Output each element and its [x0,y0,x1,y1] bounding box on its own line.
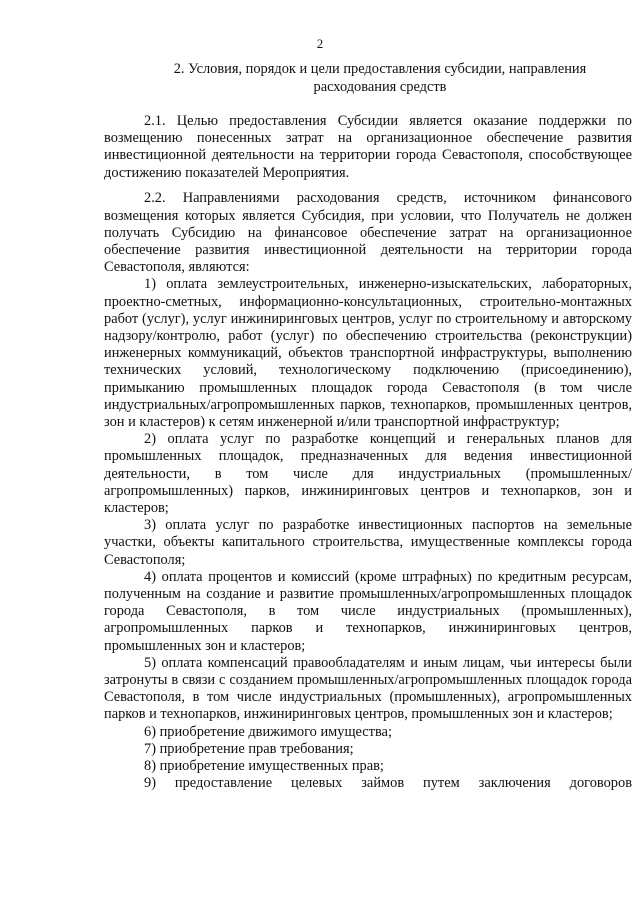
list-item-8: 8) приобретение имущественных прав; [144,758,384,775]
paragraph-2-2: 2.2. Направлениями расходования средств, источником финансового возмещения которых является Субсидия, при условии, что Получатель не должен получать Субсидию на финансовое обеспечение затрат на организационное обеспечение развития инвестиционной деятельности на территории города Севастополя, являются: [104,190,632,276]
list-item-1: 1) оплата землеустроительных, инженерно-изыскательских, лабораторных, проектно-сметных, информационно-консультационных, строительно-монтажных работ (услуг), услуг инжиниринговых центров, услуг по строительному и авторскому надзору/контролю, работ (услуг) по обеспечению строительства (реконструкции) инженерных коммуникаций, объектов транспортной инфраструктуры, выполнению технических условий, технологическому подключению (присоединению), примыканию промышленных площадок города Севастополя (в том числе индустриальных/агропромышленных парков, технопарков, промышленных центров, зон и кластеров) к сетям инженерной и/или транспортной инфраструктур; [104,276,632,430]
list-item-4: 4) оплата процентов и комиссий (кроме штрафных) по кредитным ресурсам, полученным на создание и развитие промышленных/агропромышленных площадок города Севастополя, в том числе индустриальных (промышленных), агропромышленных парков и технопарков, инжиниринговых центров, промышленных зон и кластеров; [104,568,632,654]
list-item-3: 3) оплата услуг по разработке инвестиционных паспортов на земельные участки, объекты капитального строительства, имущественные комплексы города Севастополя; [104,517,632,568]
list-item-7: 7) приобретение прав требования; [144,740,354,757]
section-title-line-2: расходования средств [313,78,447,95]
list-item-9: 9) предоставление целевых займов путем заключения договоров [144,775,632,792]
page-number: 2 [316,36,324,51]
list-item-6: 6) приобретение движимого имущества; [144,723,392,740]
list-item-2: 2) оплата услуг по разработке концепций и генеральных планов для промышленных площадок, предназначенных для ведения инвестиционной деятельности, в том числе для индустриальных (промышленных/агропромышленных) парков, инжиниринговых центров и технопарков, зон и кластеров; [104,431,632,516]
section-title [100,61,640,96]
paragraph-2-1: 2.1. Целью предоставления Субсидии является оказание поддержки по возмещению понесенных затрат на организационное обеспечение развития инвестиционной деятельности на территории города Севастополя, способствующее достижению показателей Мероприятия. [104,113,632,181]
body-text [104,113,632,792]
section-title-line-1: 2. Условия, порядок и цели предоставления субсидии, направления [173,61,587,77]
list-item-5: 5) оплата компенсаций правообладателям и иным лицам, чьи интересы были затронуты в связи с созданием промышленных/агропромышленных площадок города Севастополя, в том числе индустриальных (промышленных), агропромышленных парков и технопарков, инжиниринговых центров, промышленных зон и кластеров; [104,654,632,723]
